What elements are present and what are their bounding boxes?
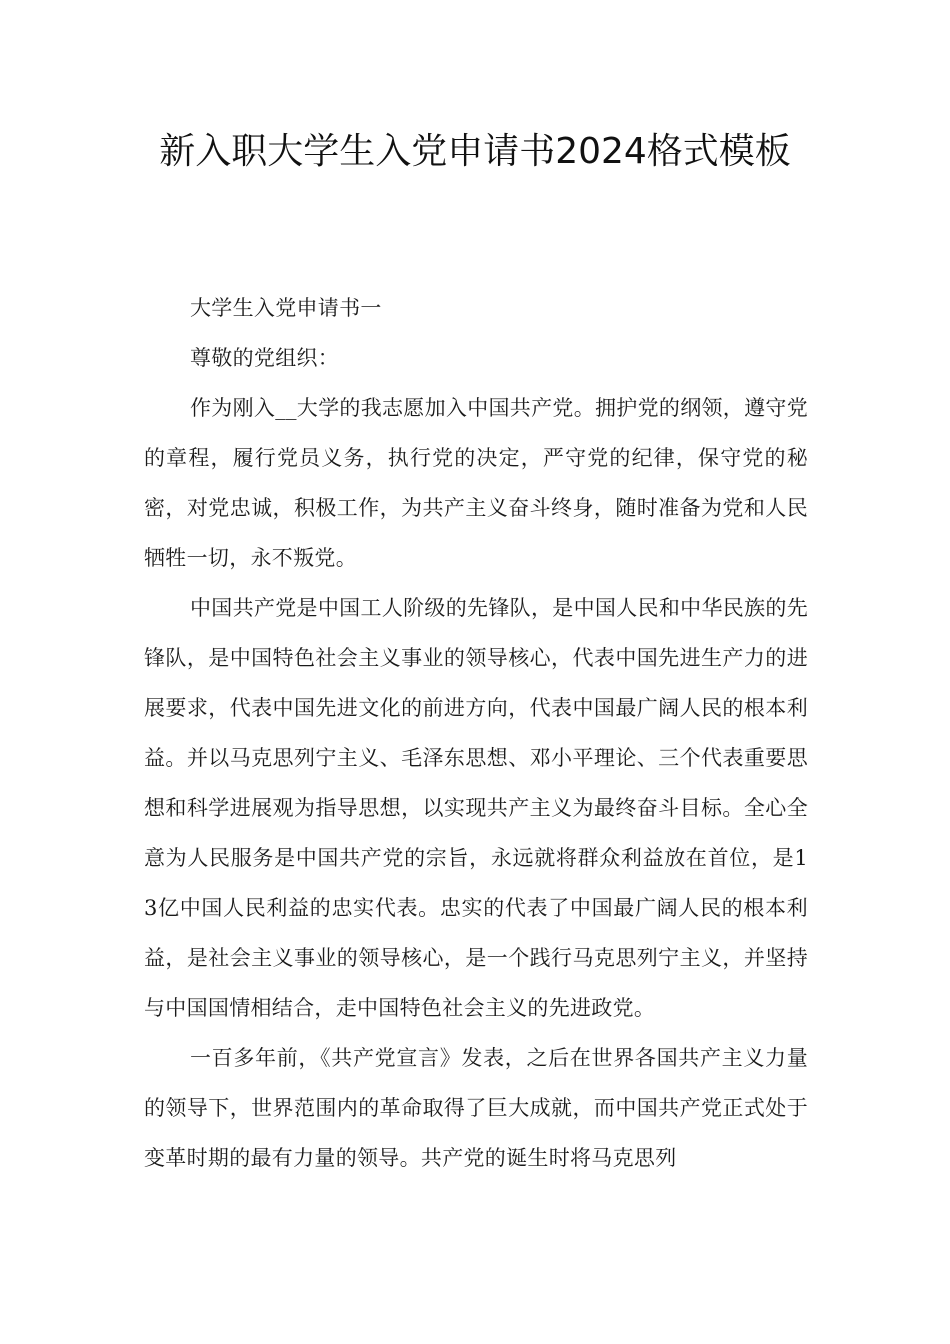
document-body — [144, 283, 808, 1183]
section-heading: 大学生入党申请书一 — [190, 296, 382, 320]
body-paragraph: 中国共产党是中国工人阶级的先锋队，是中国人民和中华民族的先锋队，是中国特色社会主义事业的领导核心，代表中国先进生产力的进展要求，代表中国先进文化的前进方向，代表中国最广阔人民的根本利益。并以马克思列宁主义、毛泽东思想、邓小平理论、三个代表重要思想和科学进展观为指导思想，以实现共产主义为最终奋斗目标。全心全意为人民服务是中国共产党的宗旨，永远就将群众利益放在首位，是13亿中国人民利益的忠实代表。忠实的代表了中国最广阔人民的根本利益，是社会主义事业的领导核心，是一个践行马克思列宁主义，并坚持与中国国情相结合，走中国特色社会主义的先进政党。 — [144, 596, 808, 1020]
salutation: 尊敬的党组织： — [190, 346, 340, 370]
body-paragraph: 一百多年前，《共产党宣言》发表，之后在世界各国共产主义力量的领导下，世界范围内的革命取得了巨大成就，而中国共产党正式处于变革时期的最有力量的领导。共产党的诞生时将马克思列 — [144, 1046, 808, 1170]
body-paragraph: 作为刚入__大学的我志愿加入中国共产党。拥护党的纲领，遵守党的章程，履行党员义务，执行党的决定，严守党的纪律，保守党的秘密，对党忠诚，积极工作，为共产主义奋斗终身，随时准备为党和人民牺牲一切，永不叛党。 — [144, 396, 808, 570]
document-title: 新入职大学生入党申请书2024格式模板 — [159, 131, 791, 172]
